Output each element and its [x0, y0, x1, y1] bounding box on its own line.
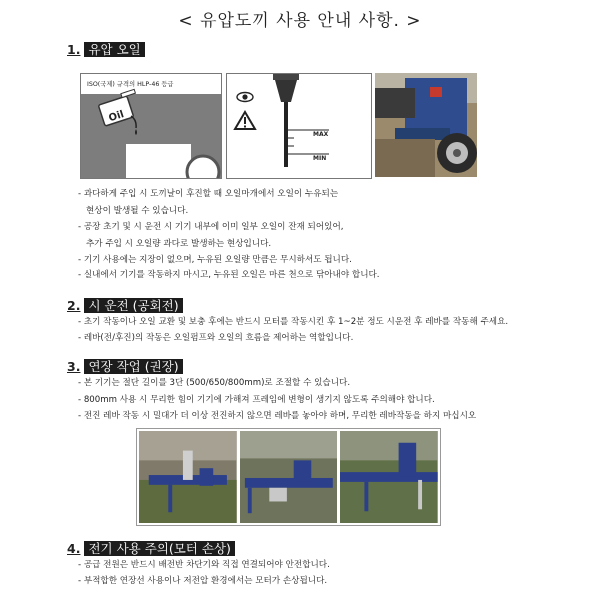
machine-photo [375, 73, 477, 177]
section-1-line-1: - 과다하게 주입 시 도끼날이 후진할 때 오일마개에서 오일이 누유되는 [78, 189, 339, 199]
section-4-line-2: - 부적합한 연장선 사용이나 저전압 환경에서는 모터가 손상됩니다. [78, 576, 328, 586]
section-1-line-3: - 공장 초기 및 시 운전 시 기기 내부에 이미 일부 오일이 잔재 되어있어, [78, 222, 344, 232]
section-3-number: 3. [67, 359, 81, 374]
page-title: < 유압도끼 사용 안내 사항. > [178, 11, 422, 31]
section-4-line-1: - 공급 전원은 반드시 배전반 차단기와 직접 연결되어야 안전합니다. [78, 560, 330, 570]
section-2-heading [67, 298, 183, 313]
section-2-line-2: - 레바(전/후진)의 작동은 오일펌프와 오일의 흐름을 제어하는 역할입니다. [78, 333, 354, 343]
section-1-line-4: 추가 주입 시 오일량 과다로 발생하는 현상입니다. [86, 239, 272, 249]
max-label: MAX [313, 131, 329, 138]
section-3-line-2: - 800mm 사용 시 무리한 힘이 기기에 가해져 프레임에 변형이 생기지 않도록 주의해야 합니다. [78, 395, 435, 405]
section-1-line-6: - 실내에서 기기를 작동하지 마시고, 누유된 오일은 마른 천으로 닦아내야 합니다. [78, 270, 380, 280]
section-3-heading [67, 359, 183, 374]
extension-photo-strip [136, 428, 441, 526]
section-4-number: 4. [67, 541, 81, 556]
section-3-title: 연장 작업 (권장) [84, 359, 182, 374]
section-1-line-2: 현상이 발생될 수 있습니다. [86, 206, 189, 216]
section-1-title: 유압 오일 [84, 42, 144, 57]
extension-photo-500 [139, 431, 237, 523]
dipstick-figure [226, 73, 372, 179]
section-1-line-5: - 기기 사용에는 지장이 없으며, 누유된 오일량 만큼은 무시하셔도 됩니다. [78, 255, 352, 265]
section-3-line-1: - 본 기기는 절단 길이를 3단 (500/650/800mm)로 조절할 수 있습니다. [78, 378, 351, 388]
oil-can-label: Oil [107, 109, 126, 125]
eye-icon [237, 93, 253, 102]
section-1-heading [67, 42, 145, 57]
min-label: MIN [313, 155, 327, 162]
extension-photo-800 [340, 431, 438, 523]
warning-icon [235, 112, 255, 129]
section-2-line-1: - 초기 작동이나 오일 교환 및 보충 후에는 반드시 모터를 작동시킨 후 1~2분 정도 시운전 후 레바를 작동해 주세요. [78, 317, 509, 327]
section-1-number: 1. [67, 42, 81, 57]
extension-photo-650 [240, 431, 338, 523]
section-2-number: 2. [67, 298, 81, 313]
section-4-title: 전기 사용 주의(모터 손상) [84, 541, 234, 556]
section-4-heading [67, 541, 235, 556]
oil-spec-figure [80, 73, 222, 179]
oil-spec-label: ISO(국제) 규격의 HLP-46 등급 [87, 81, 174, 88]
section-3-line-3: - 전진 레바 작동 시 밀대가 더 이상 전진하지 않으면 레바를 놓아야 하며, 무리한 레바작동을 하지 마십시오 [78, 411, 477, 421]
section-2-title: 시 운전 (공회전) [84, 298, 182, 313]
